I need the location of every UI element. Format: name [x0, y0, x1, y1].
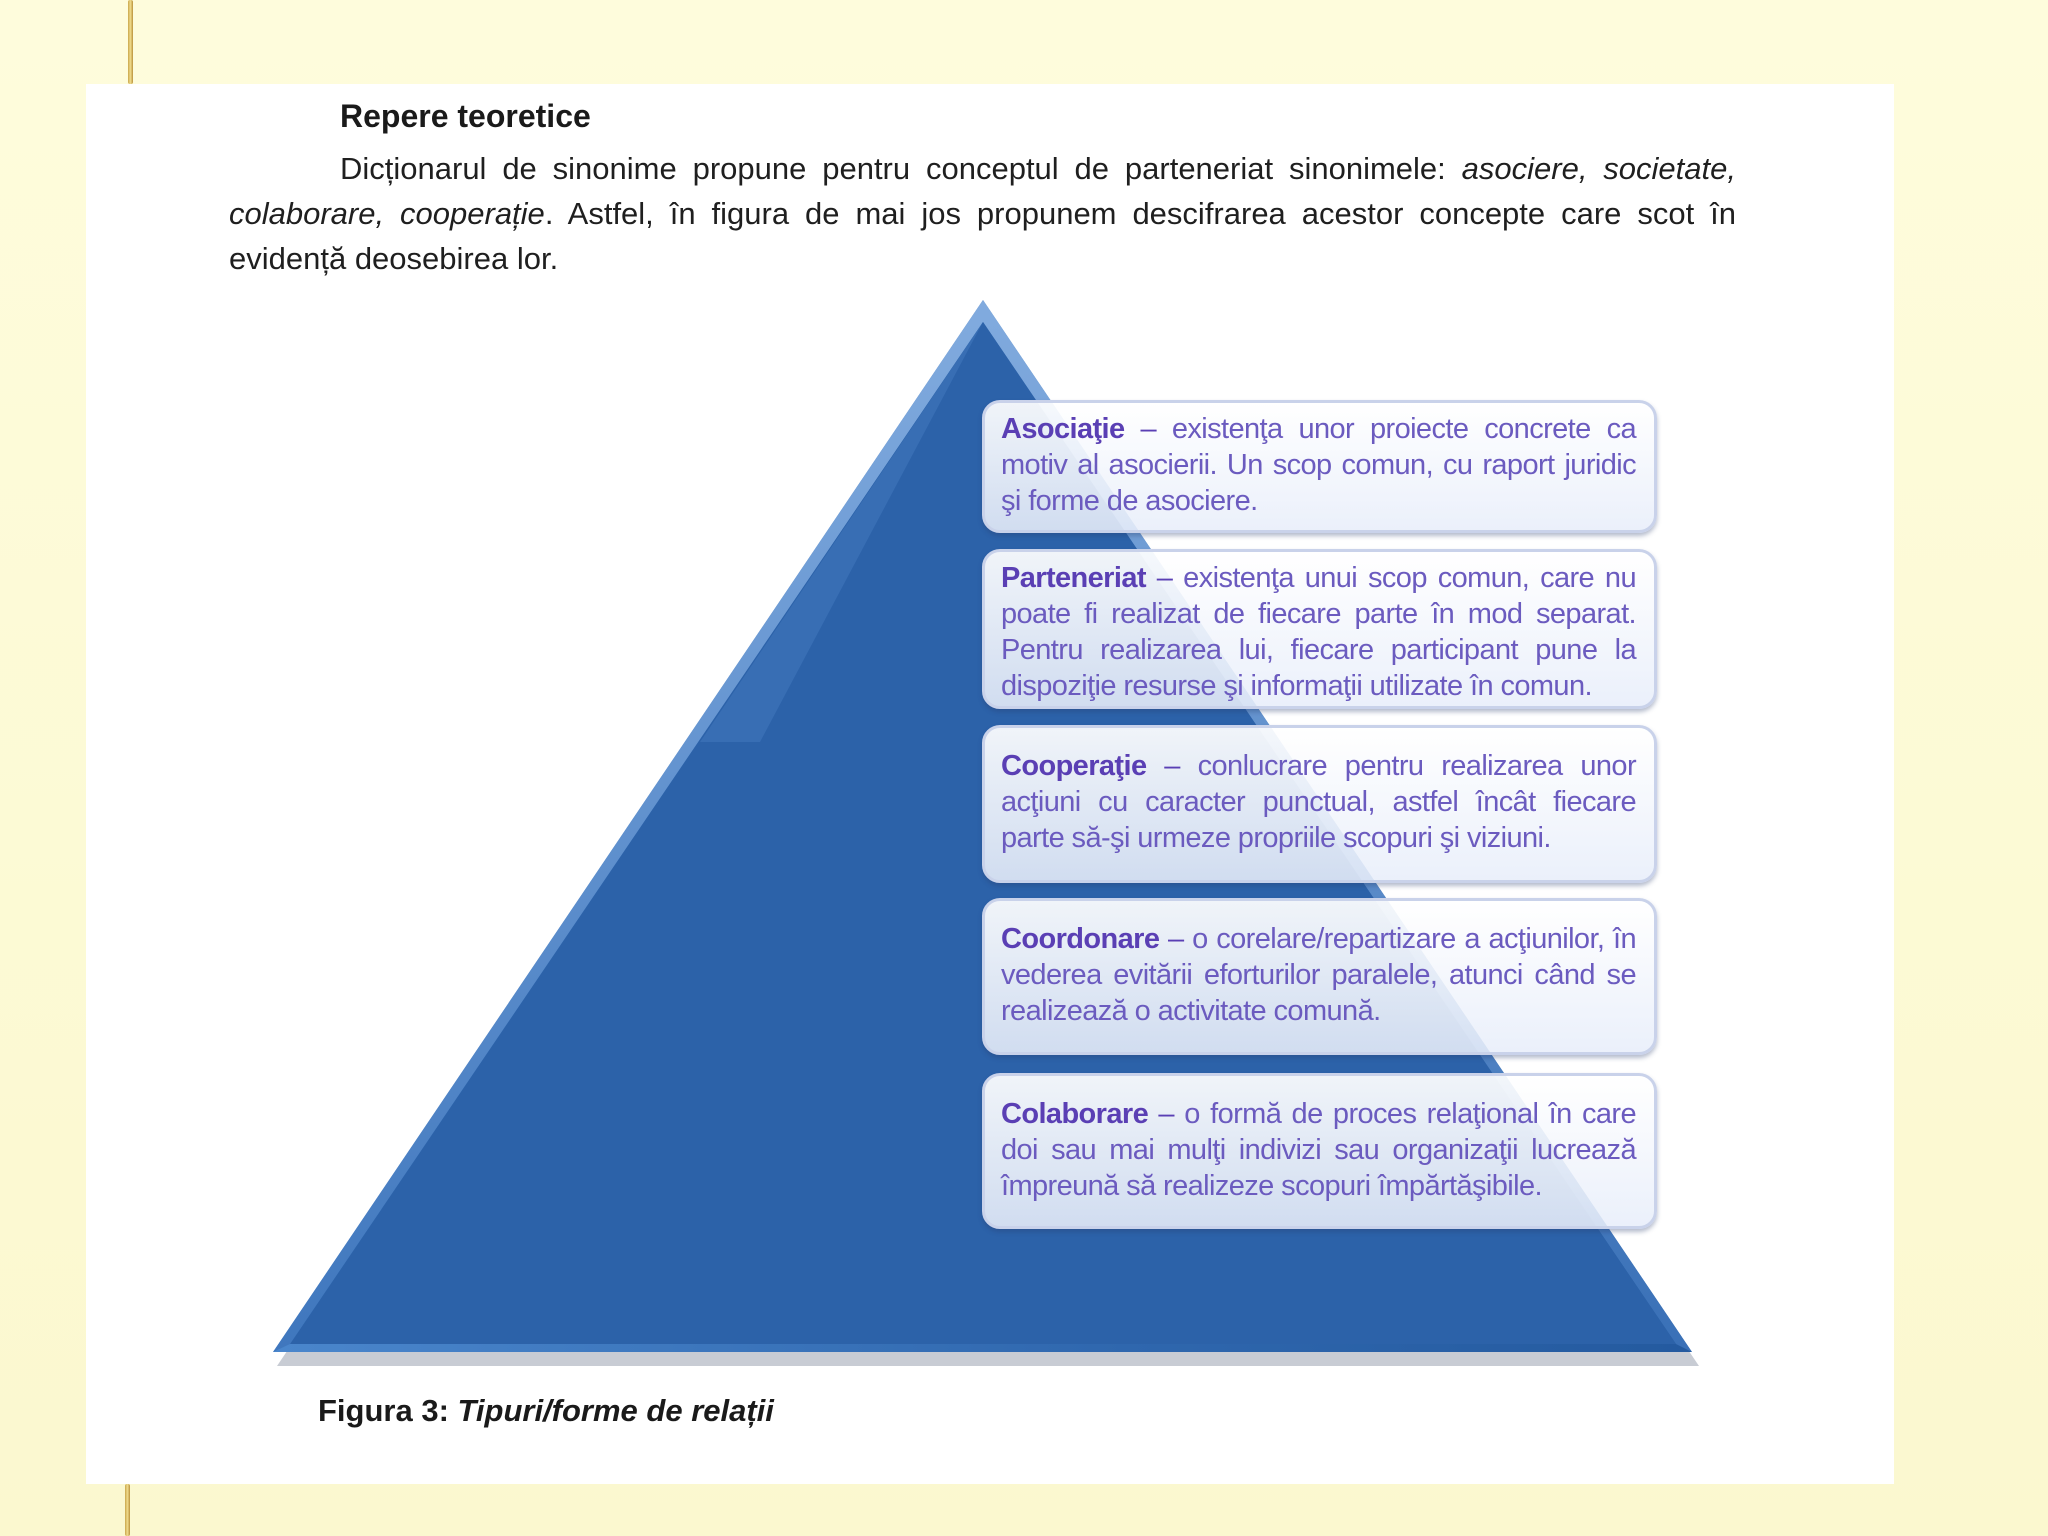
paragraph-text-end: . Astfel, în figura de mai jos propunem descifrarea acestor concepte care scot în evidență deosebirea lor.: [229, 196, 1736, 276]
term-colaborare: Colaborare: [1001, 1098, 1149, 1130]
term-separator: –: [1124, 413, 1172, 445]
definition-parteneriat: existenţa unui scop comun, care nu poate fi realizat de fiecare parte în mod separat. Pentru realizarea lui, fiecare participant pune la dispoziţie resurse şi informaţii utilizate în comun.: [1001, 562, 1636, 702]
paragraph-synonyms: asociere, societate, colaborare, cooperație: [229, 151, 1736, 231]
pyramid-item-coordonare: [982, 898, 1657, 1055]
section-heading: Repere teoretice: [340, 98, 591, 134]
term-parteneriat: Parteneriat: [1001, 562, 1146, 594]
term-separator: –: [1159, 923, 1193, 955]
term-separator: –: [1145, 562, 1184, 594]
pyramid-item-parteneriat: [982, 549, 1657, 709]
definition-cooperatie: conlucrare pentru realizarea unor acţiuni cu caracter punctual, astfel încât fiecare parte să-şi urmeze propriile scopuri şi viziuni.: [1001, 750, 1636, 854]
term-separator: –: [1146, 750, 1198, 782]
term-cooperatie: Cooperaţie: [1001, 750, 1147, 782]
definition-coordonare: o corelare/repartizare a acţiunilor, în vederea evitării eforturilor paralele, atunci când se realizează o activitate comună.: [1001, 923, 1636, 1027]
pyramid-item-asociatie: [982, 400, 1657, 533]
paragraph-text-start: Dicționarul de sinonime propune pentru conceptul de parteneriat sinonimele:: [340, 151, 1462, 186]
caption-label: Figura 3:: [318, 1393, 458, 1428]
term-asociatie: Asociaţie: [1001, 413, 1125, 445]
term-coordonare: Coordonare: [1001, 923, 1160, 955]
pyramid-item-cooperatie: [982, 725, 1657, 883]
definition-asociatie: existenţa unor proiecte concrete ca motiv al asocierii. Un scop comun, cu raport juridic şi forme de asociere.: [1001, 413, 1636, 517]
caption-title: Tipuri/forme de relații: [457, 1393, 774, 1428]
term-separator: –: [1148, 1098, 1185, 1130]
pyramid-item-colaborare: [982, 1073, 1657, 1229]
figure-caption: [318, 1393, 774, 1429]
definition-colaborare: o formă de proces relaţional în care doi sau mai mulţi indivizi sau organizaţii lucrează împreună să realizeze scopuri împărtăşibile.: [1001, 1098, 1636, 1202]
